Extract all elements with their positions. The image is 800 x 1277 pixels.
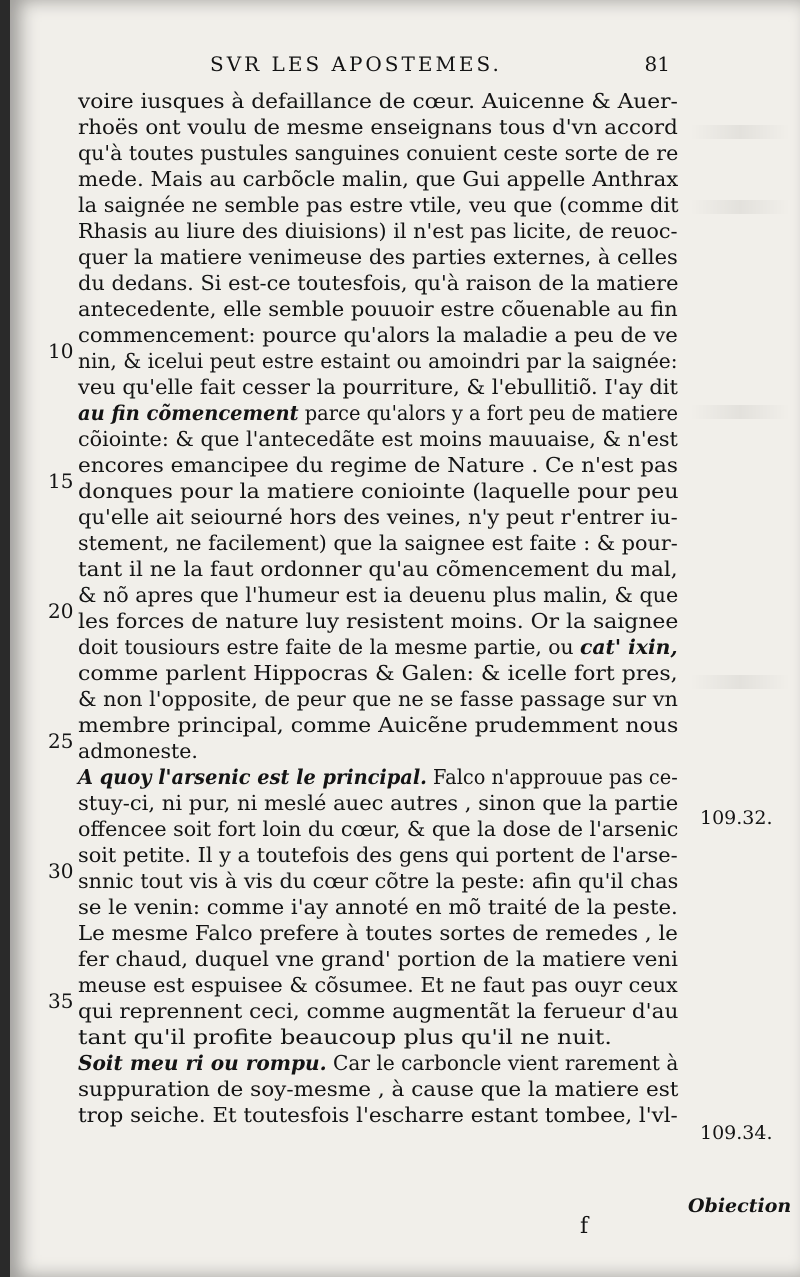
show-through-mark (690, 675, 790, 689)
text-line: se le venin: comme i'ay annoté en mõ traité de la peste. (78, 895, 678, 919)
text-line: tant il ne la faut ordonner qu'au cõmencement du mal, (78, 557, 678, 581)
line-number: 10 (48, 339, 74, 363)
italic-lemma: cat' ixin, (579, 635, 678, 659)
text-line: & non l'opposite, de peur que ne se fasse passage sur vn (78, 687, 678, 711)
page-number: 81 (644, 52, 670, 76)
text-line: suppuration de soy-mesme , à cause que la matiere est (78, 1077, 679, 1101)
text-line: admoneste. (78, 739, 198, 763)
text-line: veu qu'elle fait cesser la pourriture, & l'ebullitiõ. I'ay dit (78, 375, 678, 399)
text-line: quer la matiere venimeuse des parties externes, à celles (78, 245, 678, 269)
text-line (78, 764, 678, 790)
text-line: soit petite. Il y a toutefois des gens qui portent de l'arse- (78, 843, 678, 867)
text-line: les forces de nature luy resistent moins. Or la saignee (78, 609, 679, 633)
book-page (10, 0, 800, 1277)
text-line: rhoës ont voulu de mesme enseignans tous d'vn accord (78, 115, 678, 139)
line-number: 35 (48, 989, 74, 1013)
text-line: cõiointe: & que l'antecedãte est moins mauuaise, & n'est (78, 427, 678, 451)
text-line (78, 400, 678, 426)
text-line: meuse est espuisee & cõsumee. Et ne faut pas ouyr ceux (78, 973, 678, 997)
show-through-mark (690, 405, 790, 419)
text-line: encores emancipee du regime de Nature . Ce n'est pas (78, 453, 678, 477)
text-line (78, 1050, 678, 1076)
text-line: stement, ne facilement) que la saignee est faite : & pour- (78, 531, 678, 555)
text-line: snnic tout vis à vis du cœur cõtre la peste: afin qu'il chas (78, 869, 679, 893)
text-line: nin, & icelui peut estre estaint ou amoindri par la saignée: (78, 349, 678, 373)
line-number: 15 (48, 469, 74, 493)
text-line: & nõ apres que l'humeur est ia deuenu plus malin, & que (78, 583, 679, 607)
text-line: mede. Mais au carbõcle malin, que Gui appelle Anthrax (78, 167, 679, 191)
italic-lemma: au fin cõmencement (78, 401, 299, 425)
running-head: SVR LES APOSTEMES. (210, 52, 502, 76)
italic-lemma: A quoy l'arsenic est le principal. (78, 765, 427, 789)
catchword: f (580, 1214, 589, 1239)
text-line: membre principal, comme Auicẽne prudemment nous (78, 713, 679, 737)
margin-reference: 109.34. (700, 1122, 773, 1144)
text-line: la saignée ne semble pas estre vtile, veu que (comme dit (78, 193, 679, 217)
text-line: comme parlent Hippocras & Galen: & icelle fort pres, (78, 661, 678, 685)
text-line: offencee soit fort loin du cœur, & que la dose de l'arsenic (78, 817, 679, 841)
text-segment: doit tousiours estre faite de la mesme partie, ou (78, 635, 580, 659)
text-line: qui reprennent ceci, comme augmentãt la ferueur d'au (78, 999, 679, 1023)
text-line: antecedente, elle semble pouuoir estre cõuenable au fin (78, 297, 678, 321)
text-line: commencement: pource qu'alors la maladie a peu de ve (78, 323, 678, 347)
show-through-mark (690, 200, 790, 214)
text-line (78, 634, 678, 660)
text-line: qu'elle ait seiourné hors des veines, n'y peut r'entrer iu- (78, 505, 678, 529)
text-line: donques pour la matiere coniointe (laquelle pour peu (78, 479, 679, 503)
text-line: fer chaud, duquel vne grand' portion de la matiere veni (78, 947, 678, 971)
line-number: 25 (48, 729, 74, 753)
text-line: qu'à toutes pustules sanguines conuient ceste sorte de re (78, 141, 679, 165)
text-line: du dedans. Si est-ce toutesfois, qu'à raison de la matiere (78, 271, 679, 295)
line-number: 20 (48, 599, 74, 623)
margin-reference: 109.32. (700, 807, 773, 829)
text-line: voire iusques à defaillance de cœur. Auicenne & Auer- (78, 89, 678, 113)
text-segment: Car le carboncle vient rarement à (326, 1051, 679, 1075)
text-segment: parce qu'alors y a fort peu de matiere (298, 401, 678, 425)
margin-note-objection: Obiection (688, 1195, 792, 1217)
text-line: trop seiche. Et toutesfois l'escharre estant tombee, l'vl- (78, 1103, 678, 1127)
italic-lemma: Soit meu ri ou rompu. (78, 1051, 327, 1075)
page-header (210, 52, 670, 82)
text-segment: Falco n'approuue pas ce- (426, 765, 678, 789)
show-through-mark (690, 125, 790, 139)
text-line: tant qu'il profite beaucoup plus qu'il ne nuit. (78, 1025, 612, 1049)
line-number: 30 (48, 859, 74, 883)
text-line: Rhasis au liure des diuisions) il n'est pas licite, de reuoc- (78, 219, 678, 243)
text-line: Le mesme Falco prefere à toutes sortes de remedes , le (78, 921, 678, 945)
text-line: stuy-ci, ni pur, ni meslé auec autres , sinon que la partie (78, 791, 679, 815)
